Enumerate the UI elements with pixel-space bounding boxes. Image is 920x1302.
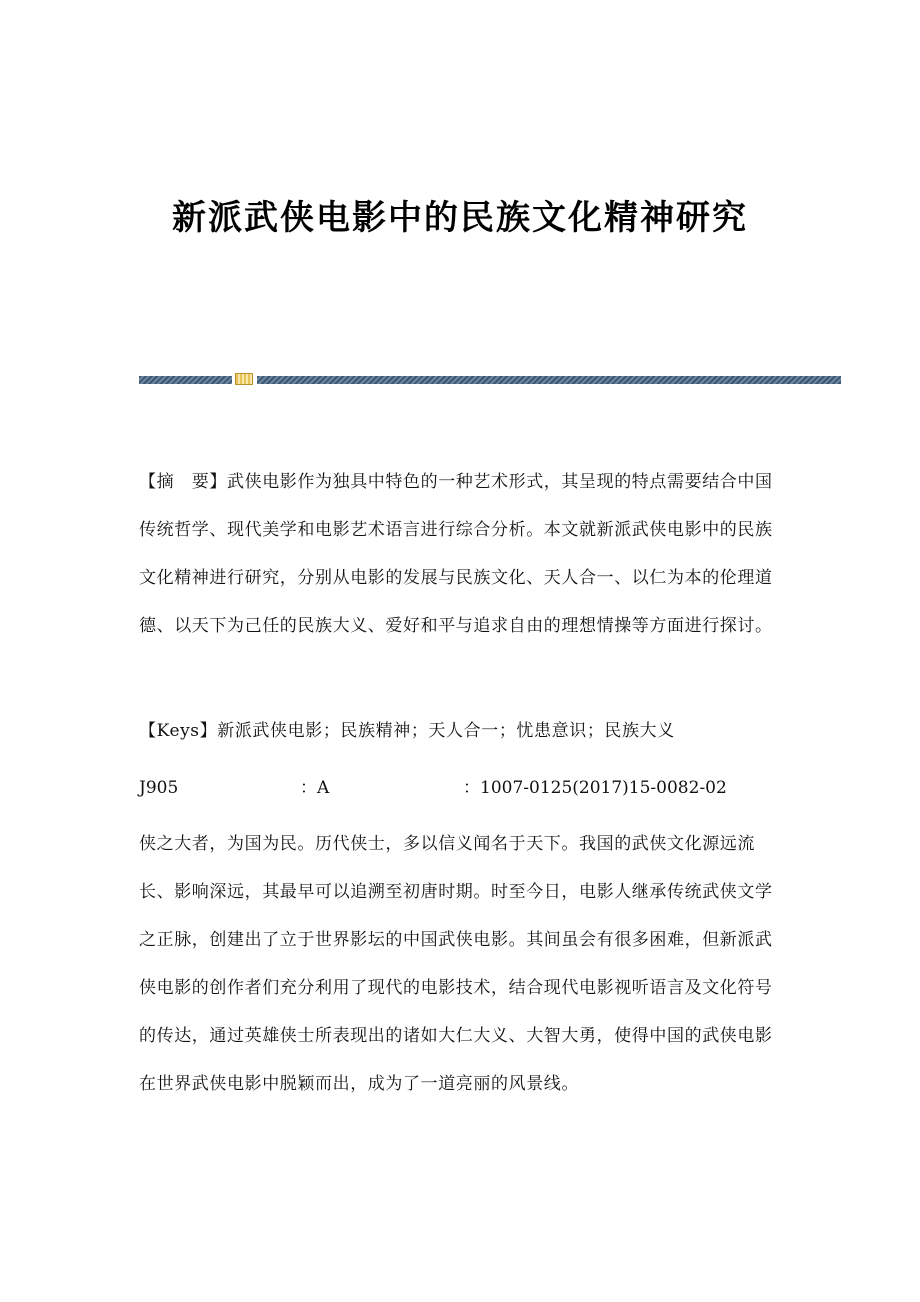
document-title: 新派武侠电影中的民族文化精神研究 [172,198,748,238]
abstract-text: 武侠电影作为独具中特色的一种艺术形式，其呈现的特点需要结合中国传统哲学、现代美学和电影艺术语言进行综合分析。本文就新派武侠电影中的民族文化精神进行研究，分别从电影的发展与民族文化、天人合一、以仁为本的伦理道德、以天下为己任的民族大义、爱好和平与追求自由的理想情操等方面进行探讨。 [139,472,773,636]
clc-number: J905 [139,778,179,798]
divider-ornament-icon [235,373,253,385]
keywords-text: 新派武侠电影；民族精神；天人合一；忧患意识；民族大义 [217,721,675,741]
divider-bar-right [257,376,841,384]
keywords-label: 【Keys】 [139,721,218,741]
article-id: ：1007-0125(2017)15-0082-02 [463,778,727,798]
abstract-paragraph [139,458,779,650]
body-paragraph: 侠之大者，为国为民。历代侠士，多以信义闻名于天下。我国的武侠文化源远流长、影响深远，其最早可以追溯至初唐时期。时至今日，电影人继承传统武侠文学之正脉，创建出了立于世界影坛的中国武侠电影。其间虽会有很多困难，但新派武侠电影的创作者们充分利用了现代的电影技术，结合现代电影视听语言及文化符号的传达，通过英雄侠士所表现出的诸如大仁大义、大智大勇，使得中国的武侠电影在世界武侠电影中脱颖而出，成为了一道亮丽的风景线。 [139,834,773,1094]
divider-bar-left [139,376,232,384]
keywords-paragraph [139,707,779,755]
classification-line [0,764,920,812]
abstract-label: 【摘 要】 [139,472,227,492]
document-code: ：A [300,778,330,798]
